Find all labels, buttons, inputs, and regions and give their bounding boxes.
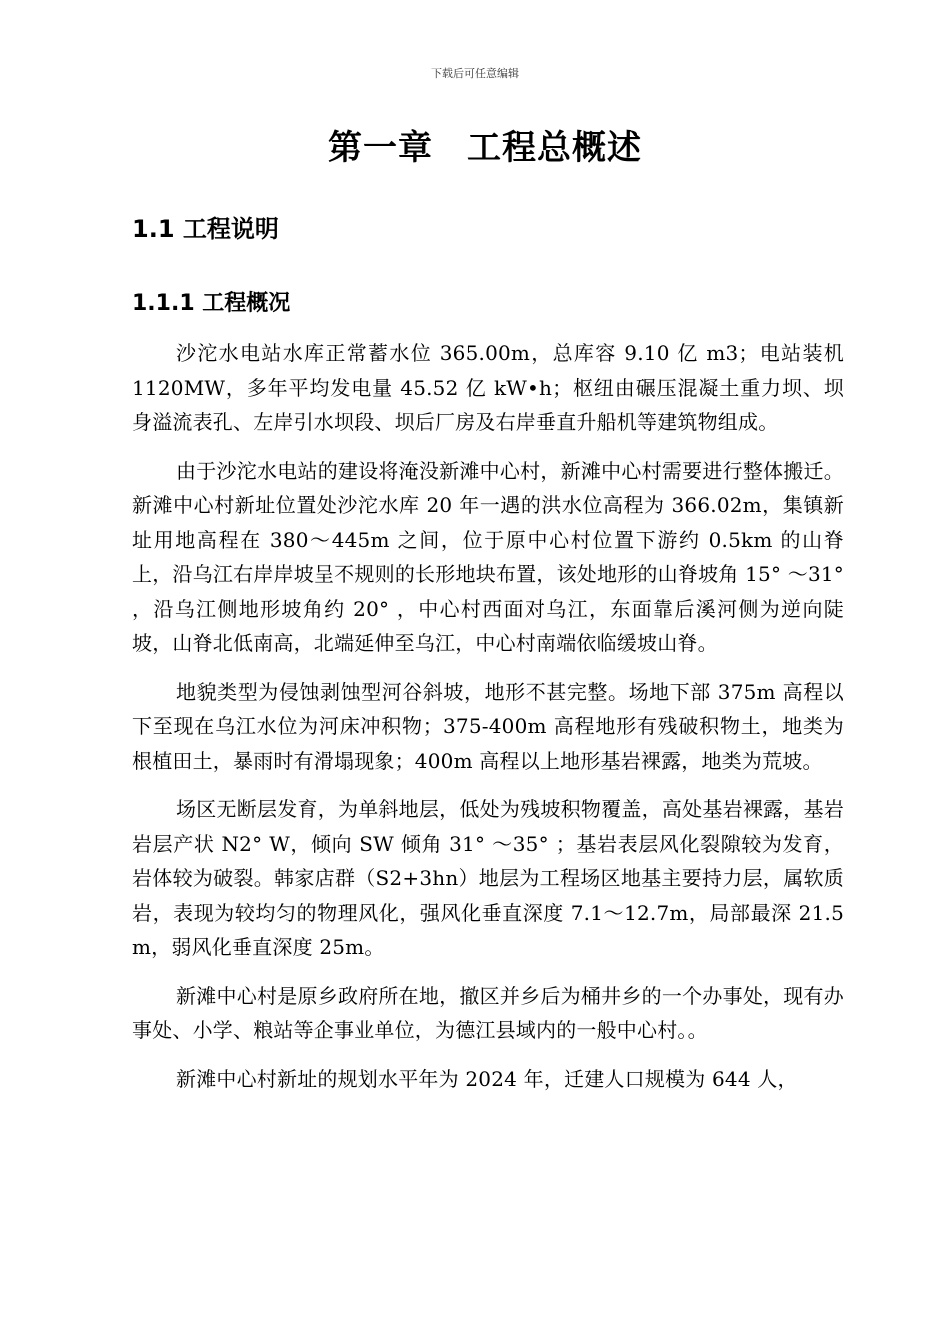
subsection-heading: 1.1.1 工程概况 (132, 291, 291, 316)
chapter-title (0, 120, 950, 169)
paragraph-1: 沙沱水电站水库正常蓄水位 365.00m，总库容 9.10 亿 m3；电站装机 1120MW，多年平均发电量 45.52 亿 kW•h；枢纽由碾压混凝土重力坝、坝身溢流表孔、左岸引水坝段、坝后厂房及右岸垂直升船机等建筑物组成。 (132, 341, 844, 434)
paragraph-5: 新滩中心村是原乡政府所在地，撤区并乡后为桶井乡的一个办事处，现有办事处、小学、粮站等企事业单位，为德江县域内的一般中心村。。 (132, 983, 844, 1042)
paragraph-3: 地貌类型为侵蚀剥蚀型河谷斜坡，地形不甚完整。场地下部 375m 高程以下至现在乌江水位为河床冲积物；375-400m 高程地形有残破积物土，地类为根植田土，暴雨时有滑塌现象；400m 高程以上地形基岩裸露，地类为荒坡。 (132, 679, 844, 773)
chapter-number: 第一章 (328, 128, 433, 168)
paragraph-2: 由于沙沱水电站的建设将淹没新滩中心村，新滩中心村需要进行整体搬迁。新滩中心村新址位置处沙沱水库 20 年一遇的洪水位高程为 366.02m，集镇新址用地高程在 380～445m 之间，位于原中心村位置下游约 0.5km 的山脊上，沿乌江右岸岸坡呈不规则的长形地块布置，该处地形的山脊坡角 15° ～31° ，沿乌江侧地形坡角约 20° ，中心村西面对乌江，东面靠后溪河侧为逆向陡坡，山脊北低南高，北端延伸至乌江，中心村南端依临缓坡山脊。 (132, 458, 844, 655)
header-note: 下载后可任意编辑 (431, 67, 519, 80)
body-text (132, 336, 844, 1110)
section-heading: 1.1 工程说明 (132, 215, 279, 243)
paragraph-6: 新滩中心村新址的规划水平年为 2024 年，迁建人口规模为 644 人， (176, 1066, 798, 1091)
chapter-name: 工程总概述 (467, 128, 642, 168)
paragraph-4: 场区无断层发育，为单斜地层，低处为残坡积物覆盖，高处基岩裸露，基岩岩层产状 N2° W，倾向 SW 倾角 31° ～35° ；基岩表层风化裂隙较为发育，岩体较为破裂。韩家店群（S2+3hn）地层为工程场区地基主要持力层，属软质岩，表现为较均匀的物理风化，强风化垂直深度 7.1～12.7m，局部最深 21.5 m，弱风化垂直深度 25m。 (132, 797, 844, 959)
